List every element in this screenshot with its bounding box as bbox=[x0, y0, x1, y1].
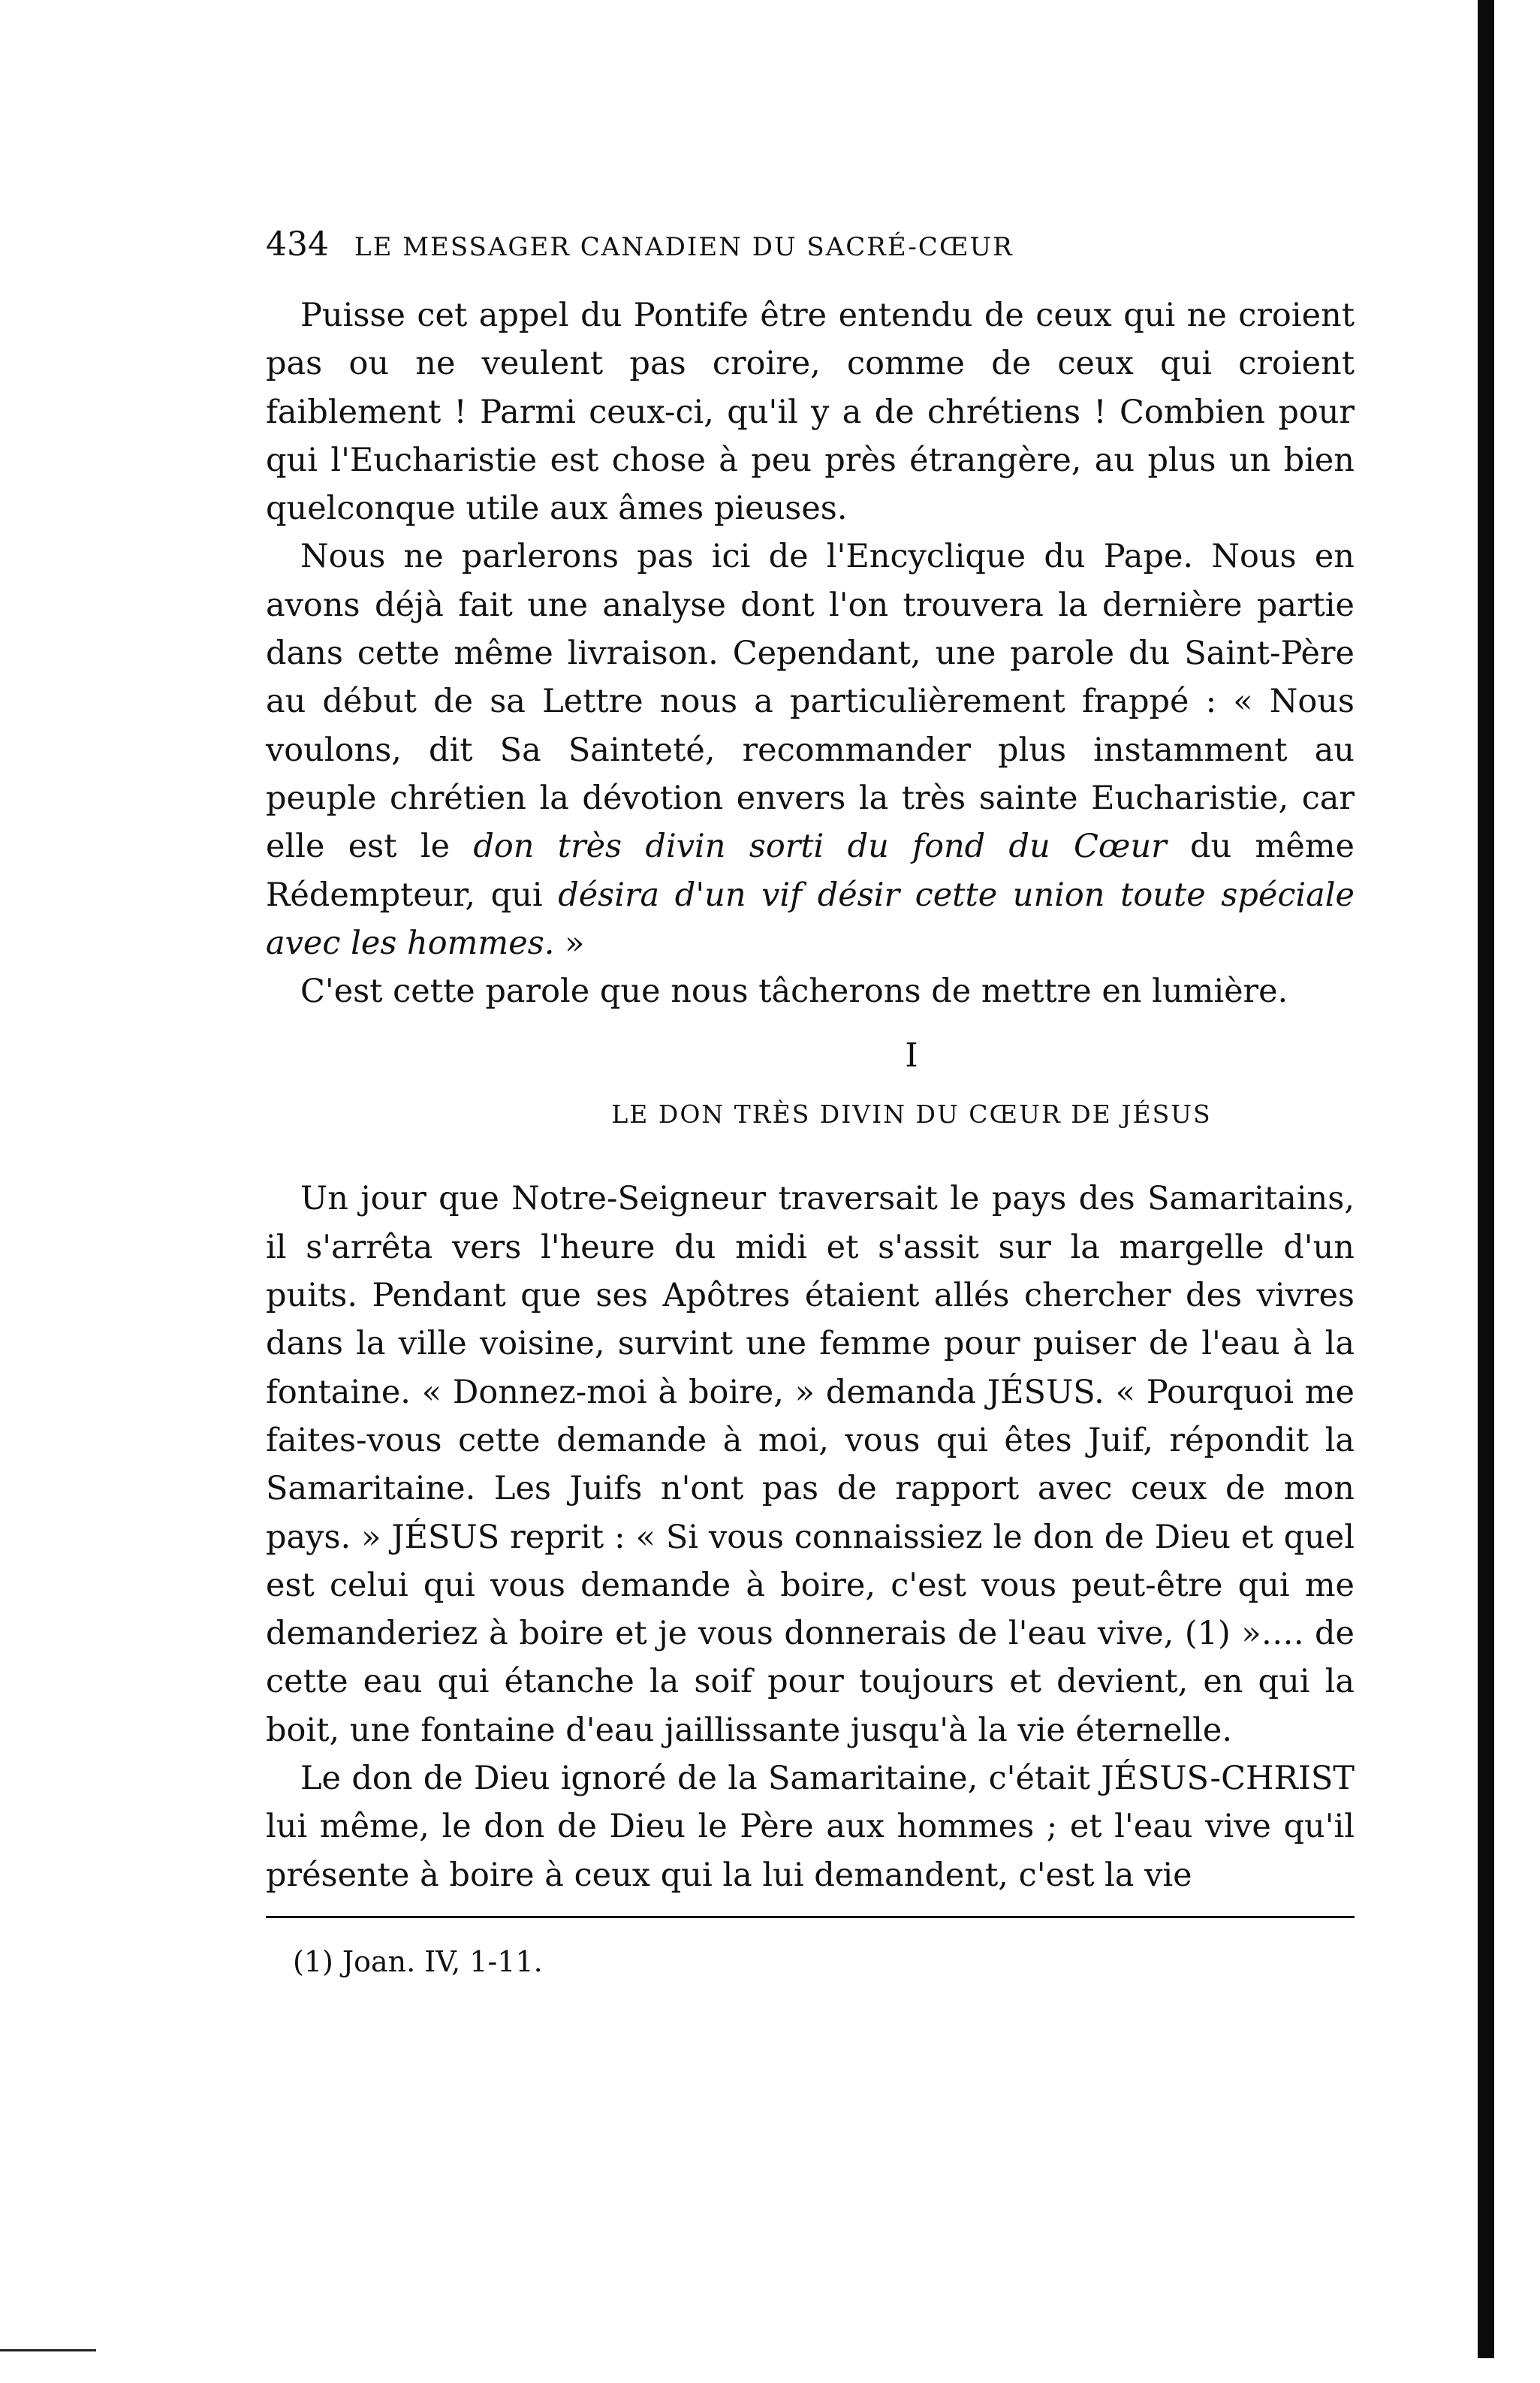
paragraph-2 bbox=[266, 532, 1355, 967]
section-number: I bbox=[905, 1036, 918, 1075]
page-edge-shadow bbox=[1478, 0, 1494, 2358]
paragraph-3: C'est cette parole que nous tâcherons de mettre en lumière. bbox=[300, 973, 1288, 1011]
page-header bbox=[266, 225, 1355, 278]
paragraph-5: Le don de Dieu ignoré de la Samaritaine, c'était JÉSUS-CHRIST lui même, le don de Dieu le Père aux hommes ; et l'eau vive qu'il présente à boire à ceux qui la lui demandent, c'est la vie bbox=[266, 1760, 1355, 1894]
book-page bbox=[266, 225, 1355, 1978]
paragraph-2-emphasis-1: don très divin sorti du fond du Cœur bbox=[473, 828, 1167, 866]
paragraph-4: Un jour que Notre-Seigneur traversait le pays des Samaritains, il s'arrêta vers l'heure du midi et s'assit sur la margelle d'un puits. Pendant que ses Apôtres étaient allés chercher des vivres dans la ville voisine, survint une femme pour puiser de l'eau à la fontaine. « Donnez-moi à boire, » demanda JÉSUS. « Pourquoi me faites-vous cette demande à moi, vous qui êtes Juif, répondit la Samaritaine. Les Juifs n'ont pas de rapport avec ceux de mon pays. » JÉSUS reprit : « Si vous connaissiez le don de Dieu et quel est celui qui vous demande à boire, c'est vous peut-être qui me demanderiez à boire et je vous donnerais de l'eau vive, (1) »…. de cette eau qui étanche la soif pour toujours et devient, en qui la boit, une fontaine d'eau jaillissante jusqu'à la vie éternelle. bbox=[266, 1180, 1355, 1749]
section-title: LE DON TRÈS DIVIN DU CŒUR DE JÉSUS bbox=[611, 1099, 1212, 1130]
body-text-bottom bbox=[266, 1175, 1355, 1899]
paragraph-2-part-c: » bbox=[554, 924, 585, 962]
running-head: LE MESSAGER CANADIEN DU SACRÉ-CŒUR bbox=[354, 232, 1014, 262]
scan-mark bbox=[0, 2349, 96, 2351]
body-text-top bbox=[266, 291, 1355, 1015]
footnote-rule bbox=[266, 1916, 1355, 1918]
paragraph-2-part-b: du même Rédempteur, qui bbox=[266, 828, 1355, 914]
paragraph-2-emphasis-2: désira d'un vif désir cette union toute spéciale avec les hommes. bbox=[266, 876, 1355, 962]
paragraph-1: Puisse cet appel du Pontife être entendu de ceux qui ne croient pas ou ne veulent pas croire, comme de ceux qui croient faiblement ! Parmi ceux-ci, qu'il y a de chrétiens ! Combien pour qui l'Eucharistie est chose à peu près étrangère, au plus un bien quelconque utile aux âmes pieuses. bbox=[266, 297, 1355, 528]
paragraph-2-part-a: Nous ne parlerons pas ici de l'Encyclique du Pape. Nous en avons déjà fait une analyse dont l'on trouvera la dernière partie dans cette même livraison. Cependant, une parole du Saint-Père au début de sa Lettre nous a particulièrement frappé : « Nous voulons, dit Sa Sainteté, recommander plus instamment au peuple chrétien la dévotion envers la très sainte Eucharistie, car elle est le bbox=[266, 538, 1355, 866]
page-number: 434 bbox=[266, 225, 329, 264]
footnote: (1) Joan. IV, 1-11. bbox=[293, 1944, 543, 1978]
